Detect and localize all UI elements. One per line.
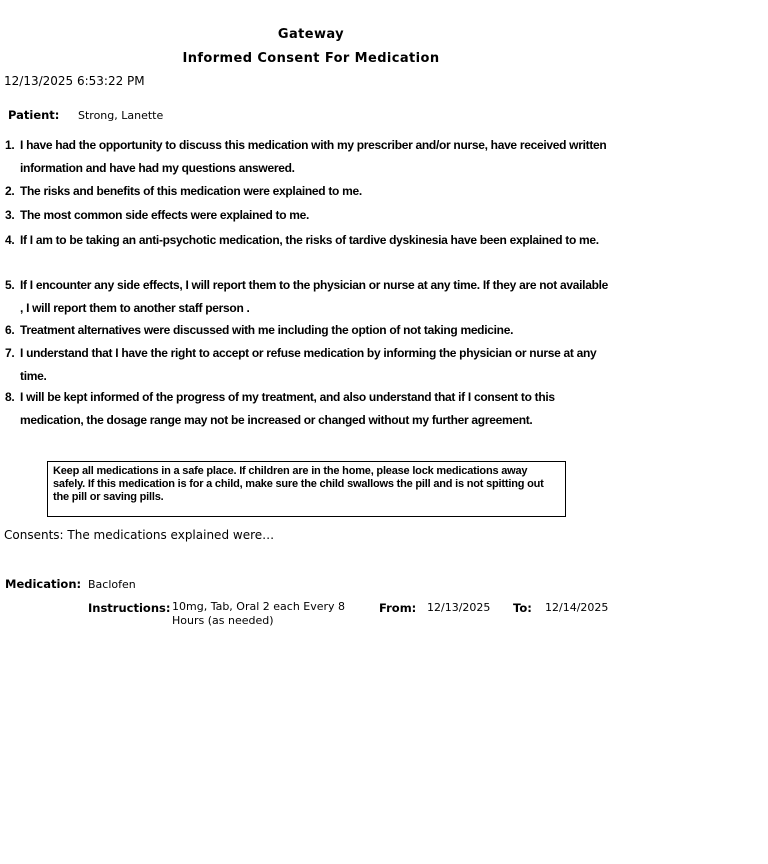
medication-name: Baclofen (88, 578, 136, 591)
patient-label: Patient: (8, 108, 60, 122)
medication-label: Medication: (5, 577, 82, 591)
printed-datetime: 12/13/2025 6:53:22 PM (4, 74, 145, 88)
consent-item-text: Treatment alternatives were discussed with me including the option of not taking medicine. (20, 323, 514, 337)
consent-item-4 (5, 229, 611, 252)
consent-item-number: 5. (5, 278, 15, 292)
instructions-label: Instructions: (88, 601, 171, 615)
consent-item-2 (5, 180, 611, 203)
organization-name: Gateway (277, 27, 345, 42)
to-date: 12/14/2025 (545, 601, 609, 614)
patient-name: Strong, Lanette (78, 109, 164, 122)
consent-item-text: The risks and benefits of this medication were explained to me. (20, 184, 362, 198)
consent-item-number: 7. (5, 346, 15, 360)
from-label: From: (379, 601, 417, 615)
document-title: Informed Consent For Medication (182, 51, 440, 66)
consent-item-1 (5, 134, 611, 180)
consent-item-3 (5, 204, 611, 227)
consent-item-text: If I encounter any side effects, I will report them to the physician or nurse at any time. If they are not available , I will report them to another staff person . (20, 278, 609, 315)
to-label: To: (513, 601, 532, 615)
consent-item-number: 1. (5, 138, 15, 152)
consent-item-8 (5, 386, 611, 432)
consent-item-number: 8. (5, 390, 15, 404)
consent-item-5 (5, 274, 611, 320)
consents-intro-line: Consents: The medications explained were… (4, 528, 275, 542)
consent-item-text: If I am to be taking an anti-psychotic medication, the risks of tardive dyskinesia have been explained to me. (20, 233, 599, 247)
consent-item-text: I understand that I have the right to accept or refuse medication by informing the physician or nurse at any time. (20, 346, 597, 383)
consent-item-number: 4. (5, 233, 15, 247)
medication-safety-notice: Keep all medications in a safe place. If children are in the home, please lock medications away safely. If this medication is for a child, make sure the child swallows the pill and is not spitting out the pill or saving pills. (47, 461, 566, 517)
consent-item-number: 3. (5, 208, 15, 222)
consent-item-7 (5, 342, 611, 388)
instructions-value: 10mg, Tab, Oral 2 each Every 8 Hours (as needed) (172, 600, 346, 627)
consent-item-text: I have had the opportunity to discuss this medication with my prescriber and/or nurse, have received written information and have had my questions answered. (20, 138, 607, 175)
consent-item-number: 6. (5, 323, 15, 337)
consent-item-6 (5, 319, 611, 342)
from-date: 12/13/2025 (427, 601, 491, 614)
consent-item-number: 2. (5, 184, 15, 198)
consent-item-text: The most common side effects were explained to me. (20, 208, 310, 222)
consent-item-text: I will be kept informed of the progress of my treatment, and also understand that if I consent to this medication, the dosage range may not be increased or changed without my further agreement. (20, 390, 555, 427)
